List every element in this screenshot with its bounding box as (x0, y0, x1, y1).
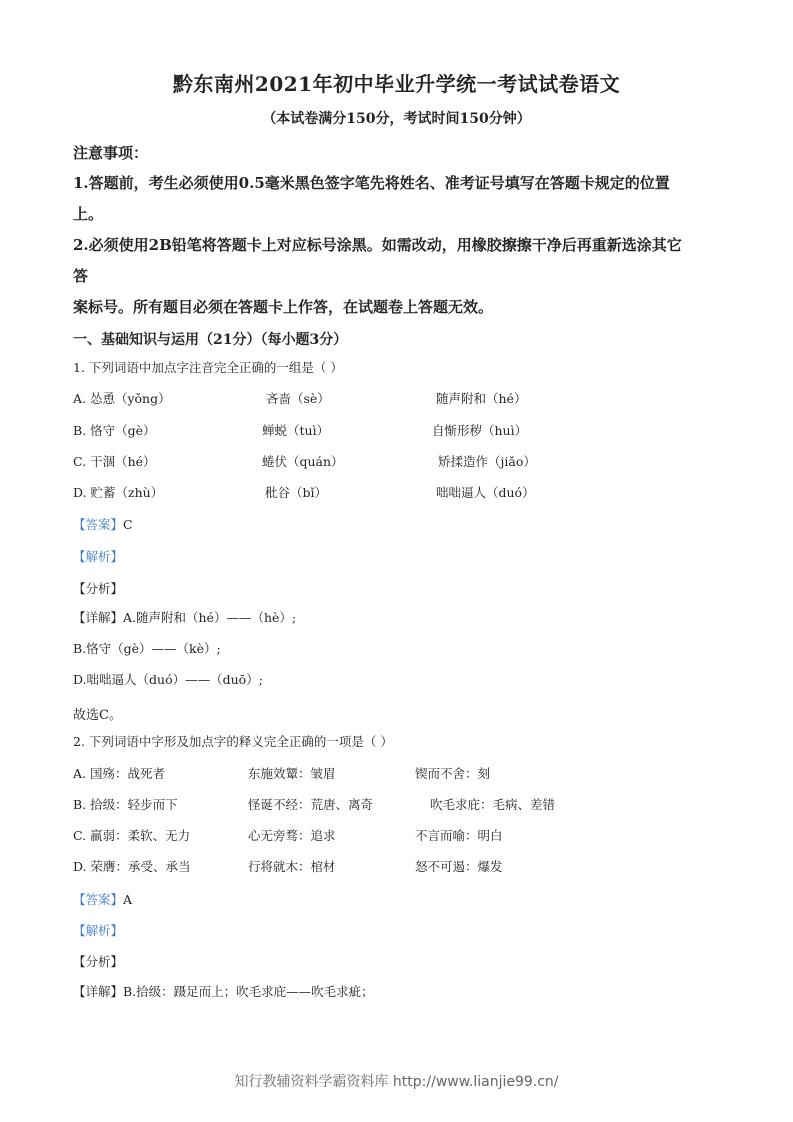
q2-answer-tag: 【答案】 (73, 892, 124, 907)
q1-option-b-1: B. 恪守（gè） (73, 423, 156, 438)
q1-detail-2: B.恪守（gè）——（kè）; (73, 641, 221, 656)
q2-option-b-1: B. 拾级：轻步而下 (73, 797, 178, 812)
q2-option-d-1: D. 荣膺：承受、承当 (73, 859, 191, 874)
q1-answer (73, 515, 133, 533)
q1-detail-1: 【详解】A.随声附和（hé）——（hè）; (73, 610, 297, 625)
q2-option-a-2: 东施效颦：皱眉 (248, 766, 336, 781)
q2-answer (73, 890, 132, 908)
q1-option-d-2: 秕谷（bǐ） (265, 485, 327, 500)
notice-item-2c: 案标号。所有题目必须在答题卡上作答，在试题卷上答题无效。 (73, 298, 494, 316)
notice-heading: 注意事项： (73, 144, 149, 162)
q1-detail-3: D.咄咄逼人（duó）——（duō）; (73, 672, 263, 687)
q1-conclusion: 故选C。 (73, 708, 122, 723)
q1-option-b-3: 自惭形秽（huì） (432, 423, 528, 438)
section-heading: 一、基础知识与运用（21分）（每小题3分） (73, 332, 348, 348)
q2-fenxi: 【分析】 (73, 954, 124, 969)
q1-answer-tag: 【答案】 (73, 517, 124, 532)
page-subtitle: （本试卷满分150分，考试时间150分钟） (262, 111, 531, 127)
q2-option-c-2: 心无旁骛：追求 (248, 828, 336, 843)
q2-option-d-3: 怒不可遏：爆发 (415, 859, 503, 874)
q1-option-a-3: 随声附和（hé） (436, 391, 527, 406)
q1-option-d-3: 咄咄逼人（duó） (436, 485, 535, 500)
q2-option-b-3: 吹毛求庇：毛病、差错 (430, 797, 556, 812)
q2-answer-value: A (123, 892, 133, 907)
q1-answer-value: C (123, 517, 133, 532)
notice-item-2b: 答 (73, 267, 89, 285)
q1-option-a-1: A. 怂恿（yǒng） (73, 391, 171, 406)
q2-option-a-3: 锲而不舍：刻 (415, 766, 491, 781)
q2-option-d-2: 行将就木：棺材 (248, 859, 336, 874)
q1-option-d-1: D. 贮蓄（zhù） (73, 485, 164, 500)
notice-item-1b: 上。 (73, 205, 104, 223)
q2-option-b-2: 怪诞不经：荒唐、离奇 (248, 797, 374, 812)
q1-stem: 1. 下列词语中加点字注音完全正确的一组是（ ） (73, 360, 343, 375)
q1-fenxi: 【分析】 (73, 581, 124, 596)
q1-analysis-tag: 【解析】 (73, 549, 124, 564)
notice-item-1a: 1.答题前，考生必须使用0.5毫米黑色签字笔先将姓名、准考证号填写在答题卡规定的位置 (73, 174, 670, 192)
footer-watermark: 知行教辅资料学霸资料库 http://www.lianjie99.cn/ (234, 1074, 559, 1090)
page-title: 黔东南州2021年初中毕业升学统一考试试卷语文 (172, 72, 621, 96)
q2-analysis-tag: 【解析】 (73, 923, 124, 938)
q1-option-a-2: 吝啬（sè） (266, 391, 330, 406)
q1-option-b-2: 蝉蜕（tuì） (262, 423, 330, 438)
q1-option-c-2: 蜷伏（quán） (262, 454, 344, 469)
q1-option-c-1: C. 干涸（hé） (73, 454, 156, 469)
q2-option-a-1: A. 国殇：战死者 (73, 766, 165, 781)
q1-option-c-3: 矫揉造作（jiǎo） (438, 454, 536, 469)
q2-option-c-1: C. 羸弱：柔软、无力 (73, 828, 191, 843)
q2-detail-1: 【详解】B.拾级：蹑足而上；吹毛求庇——吹毛求疵； (73, 984, 374, 999)
q2-stem: 2. 下列词语中字形及加点字的释义完全正确的一项是（ ） (73, 734, 393, 749)
notice-item-2a: 2.必须使用2B铅笔将答题卡上对应标号涂黑。如需改动，用橡胶擦擦干净后再重新选涂其它 (73, 236, 682, 254)
q2-option-c-3: 不言而喻：明白 (415, 828, 503, 843)
